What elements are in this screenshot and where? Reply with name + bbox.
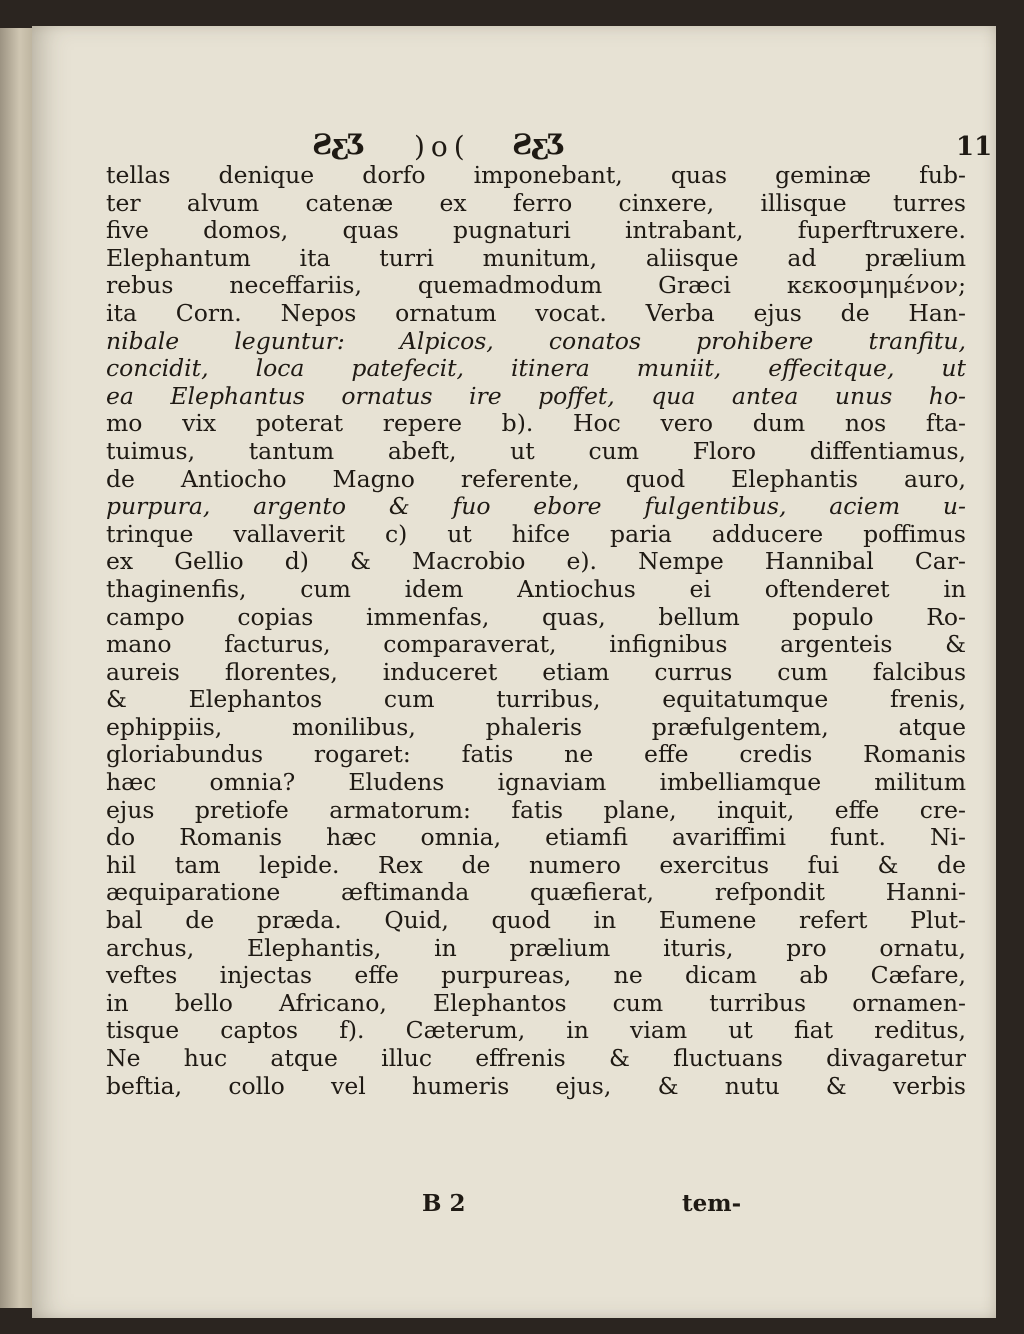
text-line: hæc omnia? Eludens ignaviam imbelliamque militum (106, 768, 966, 797)
text-line: ephippiis, monilibus, phaleris præfulgentem, atque (106, 712, 966, 741)
signature-mark: B 2 (422, 1190, 466, 1217)
book-spine-edge (0, 28, 36, 1308)
text-line: nibale leguntur: Alpicos, conatos prohibere tranfitu, (106, 326, 966, 355)
text-line: purpura, argento & fuo ebore fulgentibus, aciem u- (106, 492, 966, 521)
text-line: ita Corn. Nepos ornatum vocat. Verba ejus de Han- (106, 298, 966, 327)
text-line: ejus pretiofe armatorum: fatis plane, inquit, effe cre- (106, 795, 966, 824)
catchword: tem- (682, 1190, 742, 1217)
text-line: bal de præda. Quid, quod in Eumene refert Plut- (106, 906, 966, 935)
text-line: tellas denique dorfo imponebant, quas geminæ fub- (106, 161, 966, 189)
text-line: & Elephantos cum turribus, equitatumque frenis, (106, 685, 966, 714)
text-line: five domos, quas pugnaturi intrabant, fuperftruxere. (106, 216, 966, 245)
text-line: Ne huc atque illuc effrenis & fluctuans divagaretur (106, 1044, 966, 1072)
text-line: veftes injectas effe purpureas, ne dicam ab Cæfare, (106, 961, 966, 990)
text-line: trinque vallaverit c) ut hifce paria adducere poffimus (106, 519, 966, 548)
text-line: in bello Africano, Elephantos cum turribus ornamen- (106, 988, 966, 1017)
text-line: ter alvum catenæ ex ferro cinxere, illisque turres (106, 188, 966, 217)
text-line: mano facturus, comparaverat, infignibus argenteis & (106, 630, 966, 659)
text-line: ex Gellio d) & Macrobio e). Nempe Hannibal Car- (106, 547, 966, 576)
text-line: rebus neceffariis, quemadmodum Græci κεκοσμημένον; (106, 271, 966, 300)
text-line: gloriabundus rogaret: fatis ne effe credis Romanis (106, 740, 966, 769)
text-line: campo copias immenfas, quas, bellum populo Ro- (106, 602, 966, 631)
text-line: thaginenfis, cum idem Antiochus ei oftenderet in (106, 574, 966, 603)
body-text (106, 162, 966, 1100)
text-line: Elephantum ita turri munitum, aliisque ad prælium (106, 243, 966, 272)
text-line: concidit, loca patefecit, itinera muniit, effecitque, ut (106, 354, 966, 383)
page-number: 11 (956, 132, 993, 162)
text-line: æquiparatione æftimanda quæfierat, refpondit Hanni- (106, 878, 966, 907)
running-header (32, 124, 996, 164)
header-center-mark: )o( (414, 130, 471, 163)
text-line: hil tam lepide. Rex de numero exercitus fui & de (106, 850, 966, 879)
text-line: de Antiocho Magno referente, quod Elephantis auro, (106, 464, 966, 493)
text-line: do Romanis hæc omnia, etiamfi avariffimi funt. Ni- (106, 823, 966, 852)
text-line: tisque captos f). Cæterum, in viam ut fiat reditus, (106, 1016, 966, 1045)
text-line: mo vix poterat repere b). Hoc vero dum nos fta- (106, 409, 966, 438)
text-line: archus, Elephantis, in prælium ituris, pro ornatu, (106, 933, 966, 962)
text-line: beftia, collo vel humeris ejus, & nutu & verbis (106, 1071, 966, 1100)
text-line: tuimus, tantum abeft, ut cum Floro diffentiamus, (106, 436, 966, 465)
header-ornament-left: ƧƹƷ (312, 128, 363, 161)
text-line: aureis florentes, induceret etiam currus cum falcibus (106, 657, 966, 686)
header-ornament-right: ƧƹƷ (512, 128, 563, 161)
page-footer (32, 1190, 996, 1220)
text-line: ea Elephantus ornatus ire poffet, qua antea unus ho- (106, 381, 966, 410)
